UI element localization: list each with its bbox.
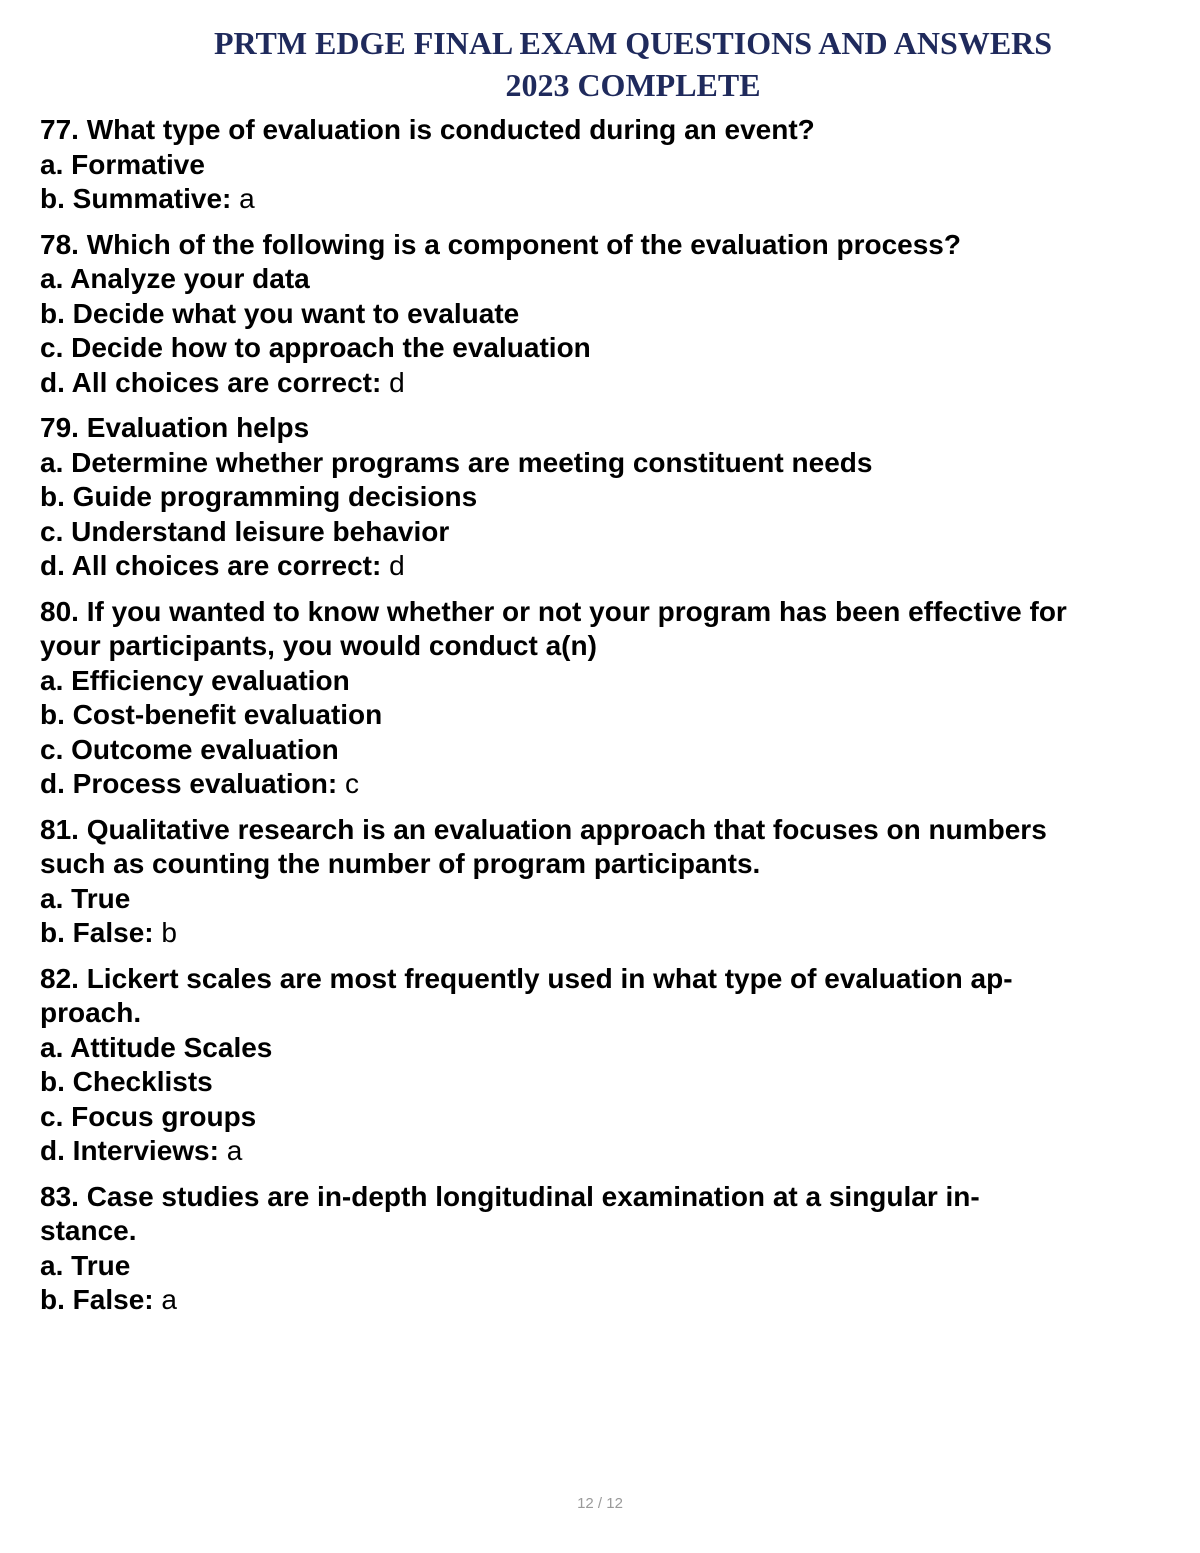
question-text: 80. If you wanted to know whether or not your program has been effective for: [40, 595, 1067, 627]
correct-answer: a: [226, 1135, 243, 1166]
question-text: stance.: [40, 1215, 137, 1246]
answer-option-label: d. Interviews:: [40, 1135, 219, 1166]
question-list: [40, 113, 1170, 1329]
answer-option: c. Understand leisure behavior: [40, 515, 450, 547]
question-block: [40, 595, 1170, 802]
answer-option: b. Decide what you want to evaluate: [40, 297, 520, 329]
question-text: 83. Case studies are in-depth longitudinal examination at a singular in-: [40, 1180, 980, 1212]
document-title-line-1: PRTM EDGE FINAL EXAM QUESTIONS AND ANSWERS: [213, 25, 1053, 61]
correct-answer: a: [239, 183, 255, 214]
answer-option-final: [40, 1283, 1170, 1318]
question-block: [40, 228, 1170, 401]
correct-answer: d: [389, 550, 405, 581]
correct-answer: c: [345, 768, 359, 799]
document-title-line-2: 2023 COMPLETE: [505, 67, 761, 103]
question-text: 81. Qualitative research is an evaluation approach that focuses on numbers: [40, 813, 1047, 845]
correct-answer: b: [161, 917, 177, 948]
answer-option: a. Efficiency evaluation: [40, 664, 350, 696]
answer-option: a. Analyze your data: [40, 263, 310, 294]
answer-option-final: [40, 182, 1170, 217]
answer-option-label: d. All choices are correct:: [40, 366, 382, 398]
answer-option: b. Cost-benefit evaluation: [40, 699, 383, 730]
question-text: 79. Evaluation helps: [40, 412, 310, 443]
answer-option-label: b. Summative:: [40, 183, 232, 214]
answer-option: a. Formative: [40, 148, 205, 180]
answer-option: b. Checklists: [40, 1066, 213, 1097]
page-number: 12 / 12: [577, 1495, 623, 1512]
answer-option: a. Attitude Scales: [40, 1031, 273, 1063]
question-block: [40, 813, 1170, 951]
correct-answer: d: [389, 366, 405, 398]
question-text: 82. Lickert scales are most frequently used in what type of evaluation ap-: [40, 962, 1013, 994]
answer-option-label: d. All choices are correct:: [40, 550, 382, 581]
question-text: proach.: [40, 997, 142, 1028]
question-text: 78. Which of the following is a component of the evaluation process?: [40, 228, 961, 260]
answer-option-final: [40, 767, 1170, 802]
answer-option-final: [40, 1134, 1170, 1169]
answer-option-final: [40, 916, 1170, 951]
answer-option-label: b. False:: [40, 917, 154, 948]
question-block: [40, 962, 1170, 1169]
answer-option: a. True: [40, 1249, 131, 1281]
document-title: [0, 22, 1200, 106]
answer-option: b. Guide programming decisions: [40, 481, 478, 512]
answer-option-final: [40, 549, 1170, 584]
question-block: [40, 113, 1170, 217]
answer-option: a. True: [40, 882, 131, 914]
answer-option: c. Outcome evaluation: [40, 733, 339, 765]
question-block: [40, 411, 1170, 584]
answer-option: c. Decide how to approach the evaluation: [40, 332, 591, 363]
question-text: your participants, you would conduct a(n): [40, 630, 597, 661]
answer-option-label: d. Process evaluation:: [40, 768, 338, 799]
answer-option: c. Focus groups: [40, 1100, 257, 1132]
correct-answer: a: [161, 1284, 177, 1315]
question-block: [40, 1180, 1170, 1318]
answer-option-label: b. False:: [40, 1284, 154, 1315]
answer-option: a. Determine whether programs are meeting constituent needs: [40, 446, 873, 478]
answer-option-final: [40, 366, 1170, 401]
question-text: 77. What type of evaluation is conducted during an event?: [40, 114, 815, 145]
question-text: such as counting the number of program participants.: [40, 848, 761, 879]
